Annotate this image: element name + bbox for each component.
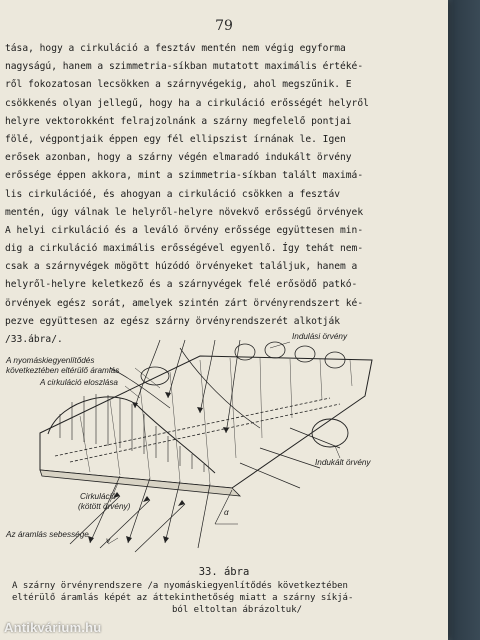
body-line: erősek azonban, hogy a szárny végén elmaradó indukált örvény — [5, 152, 352, 164]
body-line: A helyi cirkuláció és a leváló örvény erőssége együttesen min- — [5, 224, 364, 236]
caption-line: eltérülő áramlás képét az áttekinthetőség miatt a szárny síkjá- — [12, 593, 354, 603]
circulation-vectors — [60, 394, 204, 472]
figure-caption-title: 33. ábra — [198, 566, 250, 578]
body-line: dig a cirkuláció maximális erősségével egyenlő. Így tehát nem- — [5, 243, 364, 255]
deflected-flow-arrows — [110, 340, 260, 433]
arrow-head — [197, 407, 203, 413]
body-line: tása, hogy a cirkuláció a fesztáv mentén nem végig egyforma — [5, 43, 346, 54]
label-circulation-1: Cirkuláció — [80, 492, 116, 501]
label-circulation-2: (kötött örvény) — [78, 502, 131, 511]
body-line: helyre vektorokként felrajzolnánk a szárny megfelelő pontjai — [5, 115, 352, 127]
label-flow-speed: Az áramlás sebessége — [6, 530, 89, 539]
caption-line: ból eltoltan ábrázoltuk/ — [172, 605, 303, 615]
body-line: fölé, végpontjaik éppen egy fél ellipszist írnának le. Igen — [5, 133, 346, 145]
wingtip-vortex-circle — [312, 419, 348, 447]
arrow-head — [163, 536, 169, 543]
body-line: nagyságú, hanem a szimmetria-síkban mutatott maximális értéké- — [5, 61, 364, 73]
figure-caption — [12, 580, 432, 616]
body-line: ről fokozatosan lecsökken a szárnyvégekig, ahol megszűnik. E — [5, 79, 352, 91]
bound-vortex-line — [70, 404, 340, 462]
arrow-head — [126, 536, 132, 543]
body-line: helyről-helyre keletkező és a szárnyvégek felé erősödő patkó- — [5, 279, 358, 291]
body-line: /33.ábra/. — [5, 334, 63, 345]
label-induced-right: Indukált örvény — [315, 458, 371, 467]
label-pressure-equalization-2: következtében eltérülő áramlás — [6, 366, 120, 375]
body-paragraph — [5, 40, 423, 349]
body-line: erőssége éppen akkora, mint a szimmetria-síkban talált maximá- — [5, 170, 364, 182]
body-line: örvények egész sorát, amelyek szintén zárt örvényrendszert ké- — [5, 297, 364, 309]
induced-vortex-circles — [141, 342, 345, 385]
wing-vortex-figure — [0, 332, 448, 563]
body-line: csak a szárnyvégek mögött húzódó örvényeket találjuk, hanem a — [5, 261, 358, 273]
page-number: 79 — [215, 18, 233, 34]
label-pressure-equalization-1: A nyomáskiegyenlítődés — [6, 356, 95, 365]
watermark-text: Antikvárium.hu — [4, 620, 102, 635]
arrow-head — [165, 392, 171, 398]
label-induced-top: Indulási örvény — [292, 332, 348, 341]
body-line: lis cirkulációé, és ahogyan a cirkuláció csökken a fesztáv — [5, 188, 341, 200]
label-circulation-distribution: A cirkuláció eloszlása — [40, 378, 118, 387]
body-line: pezve együttesen az egész szárny örvényrendszerét alkotják — [5, 315, 341, 327]
label-flow-speed-symbol: v — [106, 536, 111, 545]
body-line: mentén, úgy válnak le helyről-helyre növekvő erősségű örvények — [5, 206, 364, 218]
circulation-ellipse — [48, 397, 215, 473]
caption-line: A szárny örvényrendszere /a nyomáskiegyenlítődés következtében — [12, 581, 348, 591]
body-line: csökkenés olyan jellegű, hogy ha a cirkuláció erősségét helyről — [5, 97, 369, 109]
label-alpha: α — [224, 508, 229, 517]
arrow-head — [223, 427, 229, 433]
